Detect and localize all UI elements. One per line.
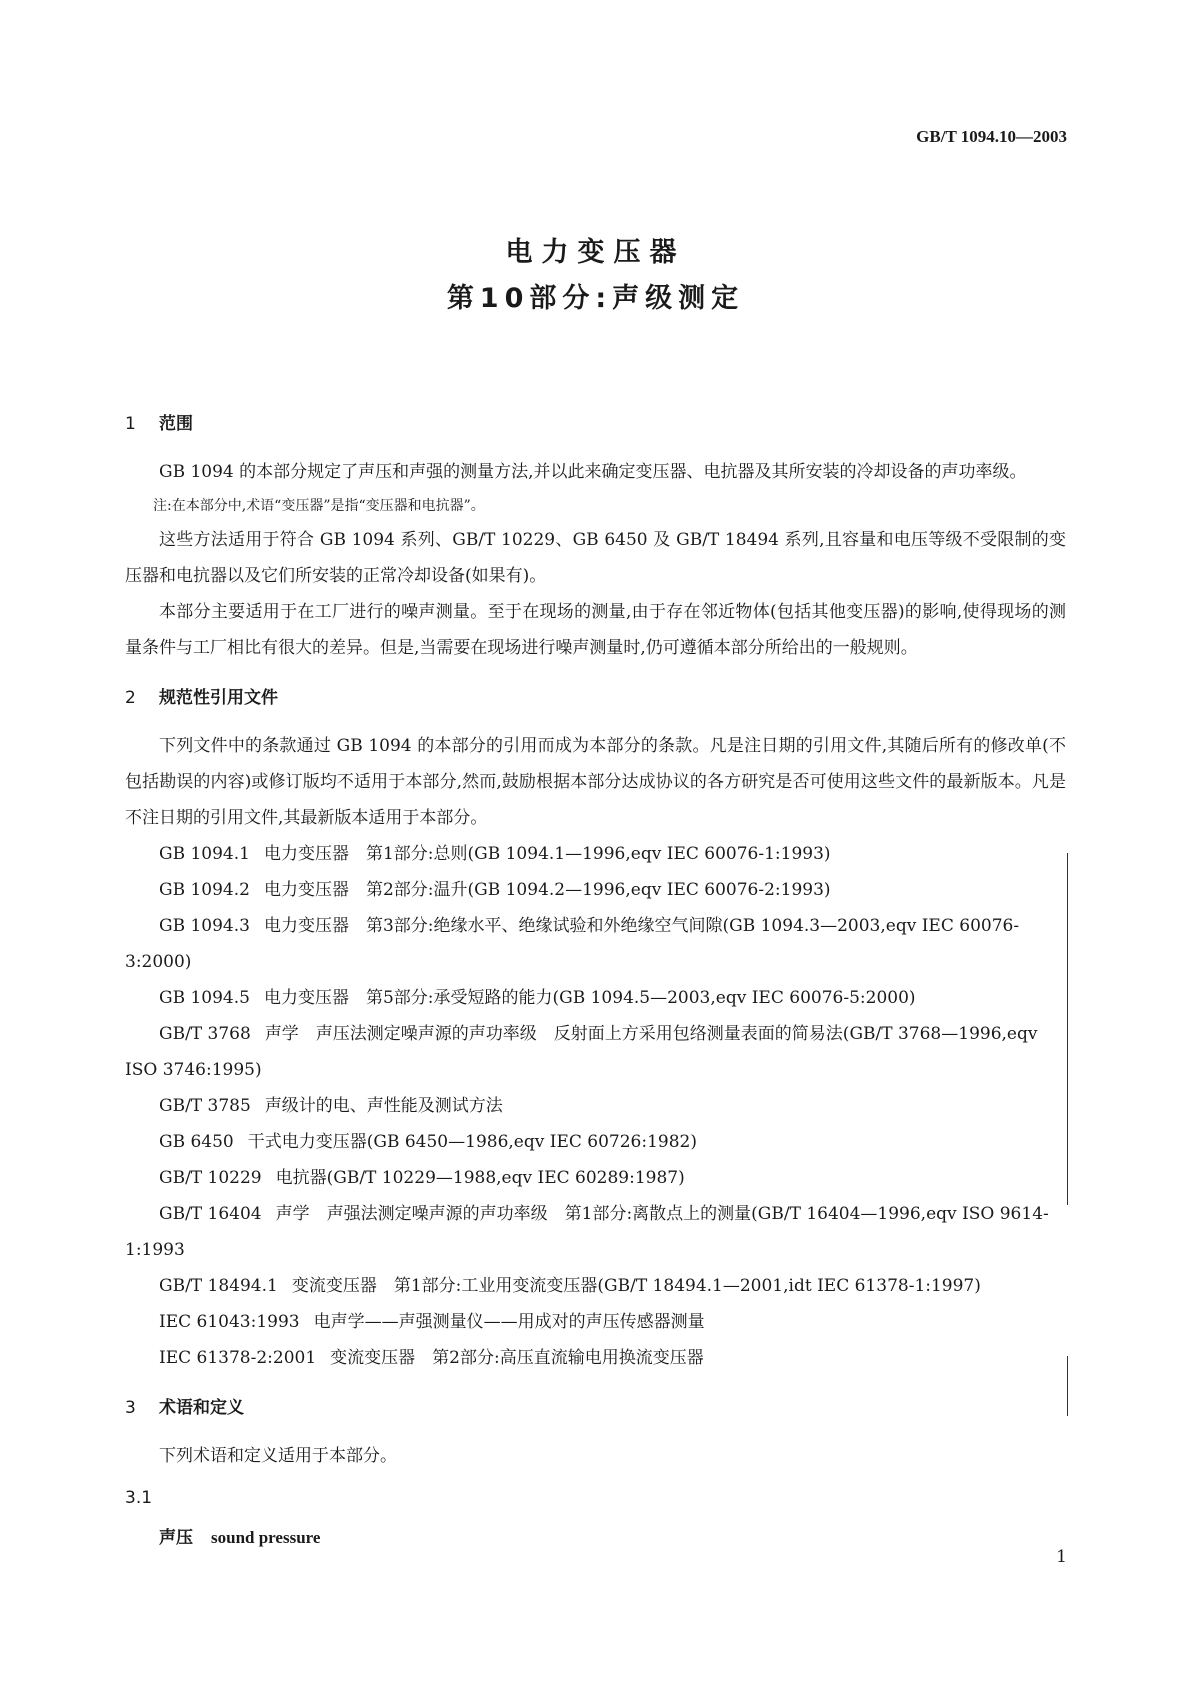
- reference-text: 干式电力变压器(GB 6450—1986,eqv IEC 60726:1982): [247, 1132, 697, 1152]
- paragraph: 本部分主要适用于在工厂进行的噪声测量。至于在现场的测量,由于存在邻近物体(包括其他变压器)的影响,使得现场的测量条件与工厂相比有很大的差异。但是,当需要在现场进行噪声测量时,仍可遵循本部分所给出的一般规则。: [125, 602, 1066, 658]
- reference-code: GB 1094.1: [159, 844, 250, 864]
- change-bar: [1067, 853, 1068, 1205]
- reference-item: [125, 908, 1066, 980]
- paragraph: 下列术语和定义适用于本部分。: [159, 1446, 397, 1466]
- reference-code: GB/T 18494.1: [159, 1276, 278, 1296]
- term-english: sound pressure: [211, 1528, 321, 1547]
- section-heading: [125, 1390, 1066, 1426]
- reference-text: 声级计的电、声性能及测试方法: [264, 1096, 503, 1116]
- reference-text: 电力变压器 第3部分:绝缘水平、绝缘试验和外绝缘空气间隙(GB 1094.3—2003,eqv IEC 60076-3:2000): [125, 916, 1020, 972]
- reference-code: GB/T 10229: [159, 1168, 262, 1188]
- paragraph: GB 1094 的本部分规定了声压和声强的测量方法,并以此来确定变压器、电抗器及其所安装的冷却设备的声功率级。: [159, 462, 1027, 482]
- reference-item: [125, 1160, 1066, 1196]
- subclause-number: 3.1: [125, 1488, 153, 1508]
- section-title: 术语和定义: [159, 1398, 244, 1418]
- reference-code: GB 1094.3: [159, 916, 250, 936]
- change-bar: [1067, 1356, 1068, 1416]
- standard-code: GB/T 1094.10—2003: [916, 127, 1067, 146]
- section-number: 2: [125, 688, 136, 708]
- reference-item: [125, 1304, 1066, 1340]
- reference-code: IEC 61378-2:2001: [159, 1348, 317, 1368]
- reference-code: IEC 61043:1993: [159, 1312, 300, 1332]
- section-number: 3: [125, 1398, 136, 1418]
- reference-item: [125, 1016, 1066, 1088]
- term-chinese: 声压: [159, 1528, 193, 1548]
- reference-code: GB 6450: [159, 1132, 234, 1152]
- reference-text: 声学 声强法测定噪声源的声功率级 第1部分:离散点上的测量(GB/T 16404—1996,eqv ISO 9614-1:1993: [125, 1204, 1049, 1260]
- reference-code: GB 1094.2: [159, 880, 250, 900]
- reference-item: [125, 1340, 1066, 1376]
- paragraph: 这些方法适用于符合 GB 1094 系列、GB/T 10229、GB 6450 及 GB/T 18494 系列,且容量和电压等级不受限制的变压器和电抗器以及它们所安装的正常冷却设备(如果有)。: [125, 530, 1066, 586]
- term-entry: [159, 1520, 1066, 1556]
- title-line-1: 电力变压器: [505, 237, 686, 268]
- paragraph: 下列文件中的条款通过 GB 1094 的本部分的引用而成为本部分的条款。凡是注日期的引用文件,其随后所有的修改单(不包括勘误的内容)或修订版均不适用于本部分,然而,鼓励根据本部分达成协议的各方研究是否可使用这些文件的最新版本。凡是不注日期的引用文件,其最新版本适用于本部分。: [125, 736, 1066, 828]
- reference-text: 电力变压器 第5部分:承受短路的能力(GB 1094.5—2003,eqv IEC 60076-5:2000): [263, 988, 916, 1008]
- title-line-2: 第10部分:声级测定: [446, 283, 745, 314]
- reference-text: 声学 声压法测定噪声源的声功率级 反射面上方采用包络测量表面的简易法(GB/T 3768—1996,eqv ISO 3746:1995): [125, 1024, 1038, 1080]
- reference-item: [125, 1268, 1066, 1304]
- reference-code: GB/T 16404: [159, 1204, 262, 1224]
- section-number: 1: [125, 414, 136, 434]
- reference-item: [125, 836, 1066, 872]
- reference-text: 电力变压器 第1部分:总则(GB 1094.1—1996,eqv IEC 60076-1:1993): [263, 844, 831, 864]
- section-title: 范围: [159, 414, 193, 434]
- section-title: 规范性引用文件: [159, 688, 278, 708]
- reference-code: GB/T 3768: [159, 1024, 251, 1044]
- page-number: 1: [1056, 1547, 1067, 1567]
- reference-text: 变流变压器 第1部分:工业用变流变压器(GB/T 18494.1—2001,idt IEC 61378-1:1997): [291, 1276, 981, 1296]
- section-heading: [125, 680, 1066, 716]
- reference-item: [125, 1088, 1066, 1124]
- reference-item: [125, 1196, 1066, 1268]
- reference-item: [125, 872, 1066, 908]
- document-body: [125, 400, 1066, 1556]
- reference-text: 电声学——声强测量仪——用成对的声压传感器测量: [313, 1312, 705, 1332]
- note: 注:在本部分中,术语“变压器”是指“变压器和电抗器”。: [153, 498, 485, 514]
- reference-code: GB/T 3785: [159, 1096, 251, 1116]
- reference-item: [125, 1124, 1066, 1160]
- section-heading: [125, 406, 1066, 442]
- reference-text: 电抗器(GB/T 10229—1988,eqv IEC 60289:1987): [275, 1168, 685, 1188]
- reference-text: 电力变压器 第2部分:温升(GB 1094.2—1996,eqv IEC 60076-2:1993): [263, 880, 831, 900]
- reference-item: [125, 980, 1066, 1016]
- reference-text: 变流变压器 第2部分:高压直流输电用换流变压器: [330, 1348, 704, 1368]
- reference-code: GB 1094.5: [159, 988, 250, 1008]
